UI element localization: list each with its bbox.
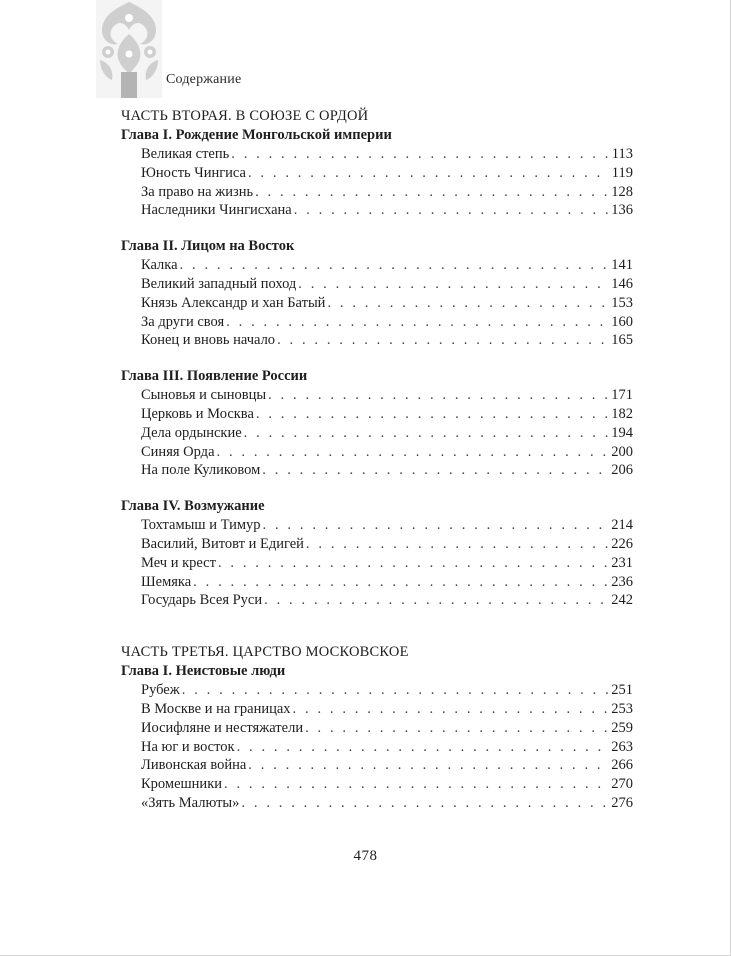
- toc-entry: [141, 256, 633, 275]
- entry-title: Дела ордынские: [141, 424, 242, 441]
- entry-page-number: 242: [611, 592, 633, 609]
- entry-page-number: 231: [611, 554, 633, 571]
- dot-leader: [293, 700, 610, 719]
- toc-entry: [141, 145, 633, 164]
- toc-entry: [141, 443, 633, 462]
- dot-leader: [305, 719, 609, 738]
- toc-entry: [141, 554, 633, 573]
- dot-leader: [231, 145, 610, 164]
- toc-entry: [141, 405, 633, 424]
- chapter-title: Глава I. Рождение Монгольской империи: [121, 127, 392, 143]
- entry-title: В Москве и на границах: [141, 700, 291, 717]
- entry-page-number: 263: [611, 738, 633, 755]
- toc-entry: [141, 591, 633, 610]
- entry-page-number: 171: [611, 387, 633, 404]
- entry-title: Кромешники: [141, 776, 222, 793]
- toc-entry: [141, 794, 633, 813]
- entry-title: Великая степь: [141, 146, 230, 162]
- toc-entry: [141, 681, 633, 700]
- entry-page-number: 119: [611, 164, 633, 181]
- entry-page-number: 194: [611, 424, 633, 441]
- entry-page-number: 146: [611, 275, 633, 292]
- entry-title: Наследники Чингисхана: [141, 202, 292, 219]
- entry-title: Юность Чингиса: [141, 164, 246, 181]
- dot-leader: [255, 183, 609, 202]
- dot-leader: [193, 573, 609, 592]
- toc-entry: [141, 461, 633, 480]
- entry-page-number: 270: [611, 776, 633, 793]
- toc-entry: [141, 516, 633, 535]
- entry-page-number: 153: [611, 294, 633, 311]
- entry-page-number: 276: [611, 794, 633, 811]
- dot-leader: [180, 256, 610, 275]
- entry-title: Конец и вновь начало: [141, 332, 276, 349]
- entry-title: Шемяка: [141, 573, 192, 590]
- toc-entry: [141, 738, 633, 757]
- toc-entry: [141, 424, 633, 443]
- entry-page-number: 206: [611, 462, 633, 479]
- dot-leader: [294, 201, 610, 220]
- dot-leader: [182, 681, 609, 700]
- ornament-icon: [96, 0, 162, 98]
- dot-leader: [241, 794, 609, 813]
- dot-leader: [226, 313, 609, 332]
- entry-title: За право на жизнь: [141, 183, 254, 200]
- entry-page-number: 136: [611, 202, 633, 219]
- table-of-contents: [121, 107, 633, 813]
- toc-entry: [141, 183, 633, 202]
- entry-title: За други своя: [141, 313, 225, 330]
- entry-title: Калка: [141, 257, 178, 274]
- dot-leader: [306, 535, 609, 554]
- dot-leader: [298, 275, 609, 294]
- part-section: [121, 107, 633, 610]
- chapter-title: Глава I. Неистовые люди: [121, 663, 286, 680]
- entry-page-number: 266: [611, 757, 633, 774]
- dot-leader: [262, 461, 609, 480]
- entry-title: На поле Куликовом: [141, 462, 261, 479]
- spacer: [121, 220, 633, 237]
- page-number: 478: [353, 848, 378, 864]
- entry-page-number: 200: [611, 443, 633, 460]
- dot-leader: [248, 164, 610, 183]
- toc-entry: [141, 535, 633, 554]
- entry-title: Государь Всея Руси: [141, 592, 263, 609]
- entry-page-number: 113: [611, 146, 633, 162]
- toc-entry: [141, 201, 633, 220]
- entry-page-number: 253: [611, 700, 633, 717]
- entry-title: Василий, Витовт и Едигей: [141, 535, 304, 552]
- part-section: [121, 643, 633, 813]
- spacer: [121, 610, 633, 643]
- entry-title: На юг и восток: [141, 738, 235, 755]
- chapter-title: Глава IV. Возмужание: [121, 498, 265, 515]
- dot-leader: [277, 331, 609, 350]
- running-head: Содержание: [166, 72, 242, 87]
- dot-leader: [244, 424, 610, 443]
- entry-page-number: 251: [611, 682, 633, 699]
- entry-page-number: 236: [611, 573, 633, 590]
- toc-entry: [141, 331, 633, 350]
- entry-title: Иосифляне и нестяжатели: [141, 719, 304, 736]
- chapter-title: Глава II. Лицом на Восток: [121, 238, 295, 255]
- toc-entry: [141, 573, 633, 592]
- spacer: [121, 350, 633, 367]
- dot-leader: [264, 591, 609, 610]
- dot-leader: [268, 386, 609, 405]
- toc-entry: [141, 775, 633, 794]
- entry-title: Князь Александр и хан Батый: [141, 294, 326, 311]
- dot-leader: [237, 738, 610, 757]
- entry-page-number: 141: [611, 257, 633, 274]
- entry-title: Тохтамыш и Тимур: [141, 517, 261, 534]
- dot-leader: [248, 756, 609, 775]
- toc-entry: [141, 313, 633, 332]
- entry-page-number: 226: [611, 535, 633, 552]
- entry-page-number: 182: [611, 405, 633, 422]
- entry-title: Синяя Орда: [141, 443, 215, 460]
- dot-leader: [256, 405, 609, 424]
- toc-entry: [141, 700, 633, 719]
- entry-page-number: 165: [611, 332, 633, 349]
- entry-title: «Зять Малюты»: [141, 794, 240, 811]
- entry-title: Великий западный поход: [141, 275, 297, 292]
- toc-entry: [141, 275, 633, 294]
- toc-entry: [141, 719, 633, 738]
- toc-entry: [141, 756, 633, 775]
- part-title: ЧАСТЬ ВТОРАЯ. В СОЮЗЕ С ОРДОЙ: [121, 108, 369, 124]
- entry-page-number: 214: [611, 517, 633, 534]
- entry-page-number: 259: [611, 719, 633, 736]
- entry-title: Церковь и Москва: [141, 405, 254, 422]
- toc-entry: [141, 164, 633, 183]
- entry-page-number: 128: [611, 183, 633, 200]
- entry-title: Меч и крест: [141, 554, 216, 571]
- dot-leader: [327, 294, 609, 313]
- entry-title: Ливонская война: [141, 757, 247, 774]
- chapter-title: Глава III. Появление России: [121, 368, 308, 385]
- dot-leader: [224, 775, 609, 794]
- entry-page-number: 160: [611, 313, 633, 330]
- entry-title: Рубеж: [141, 682, 180, 699]
- dot-leader: [263, 516, 610, 535]
- entry-title: Сыновья и сыновцы: [141, 387, 267, 404]
- toc-entry: [141, 386, 633, 405]
- spacer: [121, 480, 633, 497]
- dot-leader: [218, 554, 609, 573]
- part-title: ЧАСТЬ ТРЕТЬЯ. ЦАРСТВО МОСКОВСКОЕ: [121, 644, 409, 661]
- dot-leader: [217, 443, 610, 462]
- toc-entry: [141, 294, 633, 313]
